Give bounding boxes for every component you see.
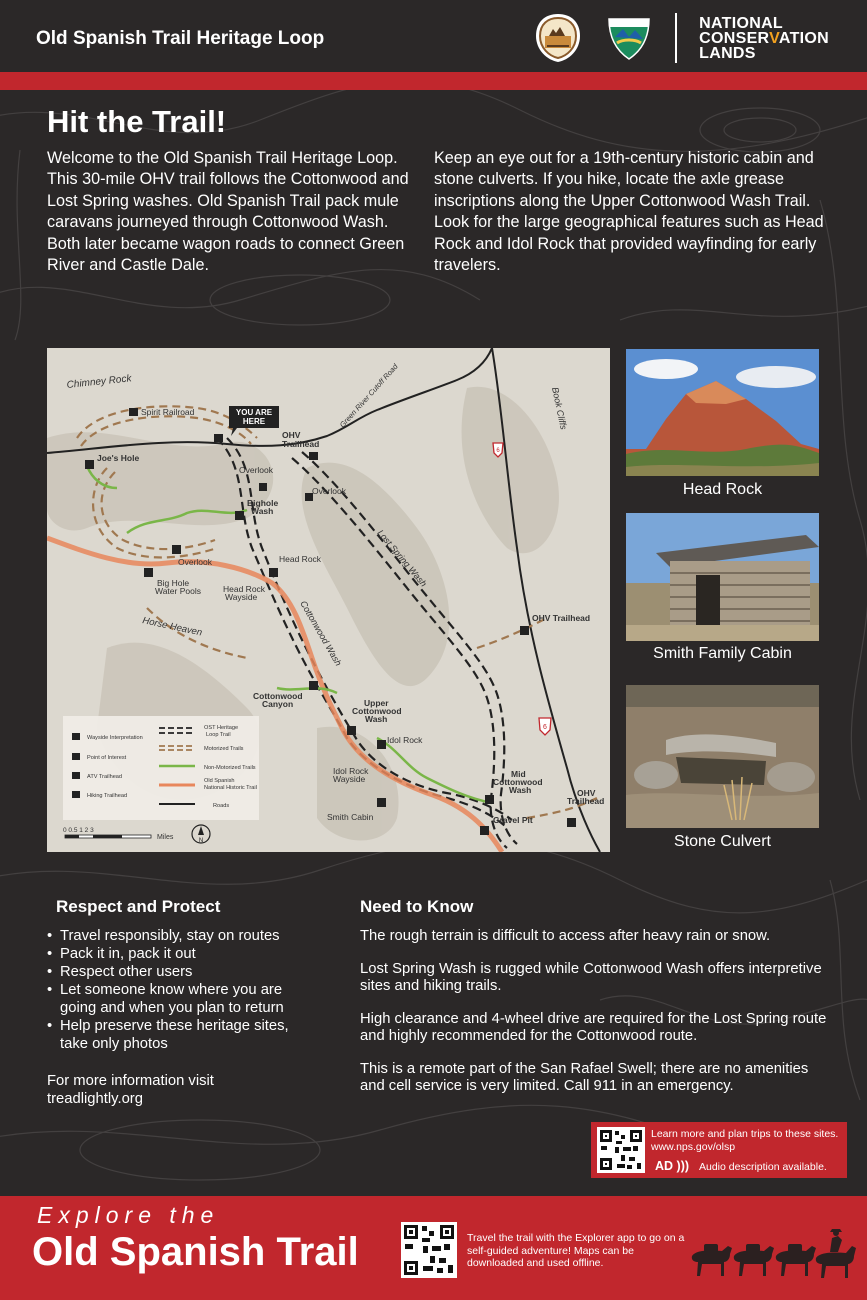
map-label-upper-cw-1: Upper [364, 698, 389, 708]
map-label-horse-heaven: Horse Heaven [141, 615, 204, 639]
respect-item: • Pack it in, pack it out [47, 945, 317, 963]
map-label-book-cliffs: Book Cliffs [550, 386, 569, 431]
respect-list [47, 927, 317, 1053]
ncl-line2a: CONSER [699, 29, 770, 47]
photo-smith-cabin [626, 513, 819, 641]
header-red-band [0, 72, 867, 90]
nps-qr-code-icon[interactable] [597, 1127, 645, 1173]
map-label-cottonwood-wash: Cottonwood Wash [298, 599, 344, 668]
map-legend [63, 716, 259, 820]
need-paragraph: The rough terrain is difficult to access after heavy rain or snow. [360, 928, 771, 944]
nps-info-text [651, 1128, 847, 1154]
caption-stone-culvert: Stone Culvert [674, 833, 771, 850]
you-are-here-label-2: HERE [242, 417, 266, 426]
explorer-app-qr-code-icon[interactable] [401, 1222, 457, 1278]
ncl-line2-v: V [769, 29, 779, 47]
map-label-ohv-1: OHV [282, 430, 301, 440]
map-label-idol-wayside-2: Wayside [333, 774, 366, 784]
map-label-lost-spring: Lost Spring Wash [375, 527, 429, 589]
map-label-overlook-c: Overlook [178, 557, 213, 567]
map-label-upper-cw-2: Cottonwood [352, 706, 402, 716]
intro-right-text: Keep an eye out for a 19th-century historic cabin and stone culverts. If you hike, locate the axle grease inscriptions along the Upper Cottonwood Wash Trail. Look for the large geographical features such as Head Rock and Idol Rock that provided wayfinding for early travelers. [434, 149, 824, 275]
footer-banner [0, 1196, 867, 1300]
more-info [47, 1072, 307, 1108]
respect-heading: Respect and Protect [56, 897, 221, 916]
map-label-overlook-b: Overlook [312, 486, 347, 496]
map-label-mid-cw-1: Mid [511, 769, 526, 779]
scale-bar [63, 825, 210, 844]
more-info-text: For more information visit [47, 1073, 214, 1089]
map-label-ohv-2: Trailhead [282, 439, 320, 449]
map-label-head-rock: Head Rock [279, 554, 322, 564]
map-label-idol-rock: Idol Rock [387, 735, 423, 745]
map-label-spirit-railroad: Spirit Railroad [141, 407, 195, 417]
caption-smith-cabin: Smith Family Cabin [653, 645, 792, 662]
treadlightly-link[interactable]: treadlightly.org [47, 1091, 143, 1107]
legend-nht-2: National Historic Trail [204, 785, 257, 791]
page-title: Hit the Trail! [47, 104, 227, 139]
trail-map [47, 348, 610, 852]
audio-description-text: Audio description available. [699, 1161, 827, 1173]
legend-motorized: Motorized Trails [204, 746, 244, 752]
scale-ticks: 0 0.5 1 2 3 [63, 827, 94, 834]
map-label-smith-cabin: Smith Cabin [327, 812, 374, 822]
map-label-upper-cw-3: Wash [365, 714, 388, 724]
map-label-overlook-a: Overlook [239, 465, 274, 475]
map-label-chimney-rock: Chimney Rock [66, 373, 132, 391]
map-label-gravel-pit: Gravel Pit [493, 815, 533, 825]
map-label-joes-hole: Joe's Hole [97, 453, 140, 463]
scale-miles: Miles [157, 834, 174, 841]
need-heading: Need to Know [360, 897, 474, 916]
photo-stone-culvert [626, 685, 819, 828]
legend-poi: Point of Interest [87, 755, 127, 761]
header-title: Old Spanish Trail Heritage Loop [36, 28, 325, 49]
logo-group [533, 10, 829, 66]
route-6-label-b: 6 [543, 724, 547, 731]
map-label-ohv-se-2: Trailhead [567, 796, 605, 806]
ncl-divider [675, 13, 677, 63]
audio-description-icon: AD ))) [655, 1159, 690, 1173]
ncl-line1: NATIONAL [699, 14, 784, 32]
blm-logo-icon [605, 15, 653, 61]
legend-roads: Roads [213, 803, 230, 809]
map-label-bighole-1: Bighole [247, 498, 279, 508]
nps-info-box [591, 1122, 847, 1178]
respect-item: • Travel responsibly, stay on routes [47, 927, 317, 945]
ncl-wordmark [699, 16, 829, 61]
respect-item: • Let someone know where you are going and when you plan to return [47, 981, 317, 1017]
north-arrow-icon: N [198, 838, 204, 844]
old-spanish-trail-seal-icon [533, 12, 583, 64]
map-label-mid-cw-3: Wash [509, 785, 532, 795]
nps-url-link[interactable]: www.nps.gov/olsp [651, 1141, 736, 1153]
map-label-ohv-east: OHV Trailhead [532, 613, 591, 623]
mule-caravan-icon [688, 1226, 860, 1282]
you-are-here-label-1: YOU ARE [235, 408, 273, 417]
need-to-know [360, 928, 830, 1111]
need-paragraph: High clearance and 4-wheel drive are required for the Lost Spring route and highly recommended for the Cottonwood route. [360, 1011, 827, 1044]
map-label-ohv-se-1: OHV [577, 788, 596, 798]
need-paragraph: Lost Spring Wash is rugged while Cottonwood Wash offers interpretive sites and hiking trails. [360, 961, 822, 994]
map-label-cottonwood-canyon-2: Canyon [262, 699, 294, 709]
ncl-line2 [699, 31, 829, 46]
map-label-big-hole-2: Water Pools [155, 586, 201, 596]
photo-head-rock [626, 349, 819, 476]
map-label-bighole-2: Wash [251, 506, 274, 516]
legend-hiking: Hiking Trailhead [87, 793, 128, 799]
legend-nht-1: Old Spanish [204, 778, 235, 784]
legend-non-motorized: Non-Motorized Trails [204, 765, 256, 771]
ncl-line3: LANDS [699, 44, 756, 62]
map-label-big-hole-1: Big Hole [157, 578, 190, 588]
nps-info-line1: Learn more and plan trips to these sites. [651, 1128, 839, 1140]
legend-wayside: Wayside Interpretation [87, 735, 143, 741]
footer-app-text: Travel the trail with the Explorer app to go on a self-guided adventure! Maps can be downloaded and used offline. [467, 1232, 685, 1270]
legend-ost-2: Loop Trail [206, 732, 231, 738]
intro-left-text: Welcome to the Old Spanish Trail Heritage Loop. This 30-mile OHV trail follows the Cottonwood and Lost Spring washes. Old Spanish Trail pack mule caravans journeyed through Cottonwood Wash. Both later became wagon roads to connect Green River and Castle Dale. [47, 149, 409, 275]
map-label-cottonwood-canyon-1: Cottonwood [253, 691, 303, 701]
respect-item: • Help preserve these heritage sites, take only photos [47, 1017, 317, 1053]
map-label-idol-wayside-1: Idol Rock [333, 766, 369, 776]
legend-ost-1: OST Heritage [204, 725, 239, 731]
footer-title: Old Spanish Trail [32, 1230, 359, 1274]
legend-atv: ATV Trailhead [87, 774, 123, 780]
map-label-head-rock-wayside-2: Wayside [225, 592, 258, 602]
need-paragraph: This is a remote part of the San Rafael Swell; there are no amenities and cell service is very limited. Call 911 in an emergency. [360, 1061, 809, 1094]
map-label-green-river: Green River Cutoff Road [337, 361, 400, 430]
map-label-head-rock-wayside-1: Head Rock [223, 584, 266, 594]
respect-item: • Respect other users [47, 963, 317, 981]
route-6-label-a: 6 [496, 448, 500, 454]
map-label-mid-cw-2: Cottonwood [493, 777, 543, 787]
ncl-line2b: ATION [778, 29, 829, 47]
footer-explore: Explore the [37, 1202, 220, 1228]
caption-head-rock: Head Rock [682, 481, 763, 498]
